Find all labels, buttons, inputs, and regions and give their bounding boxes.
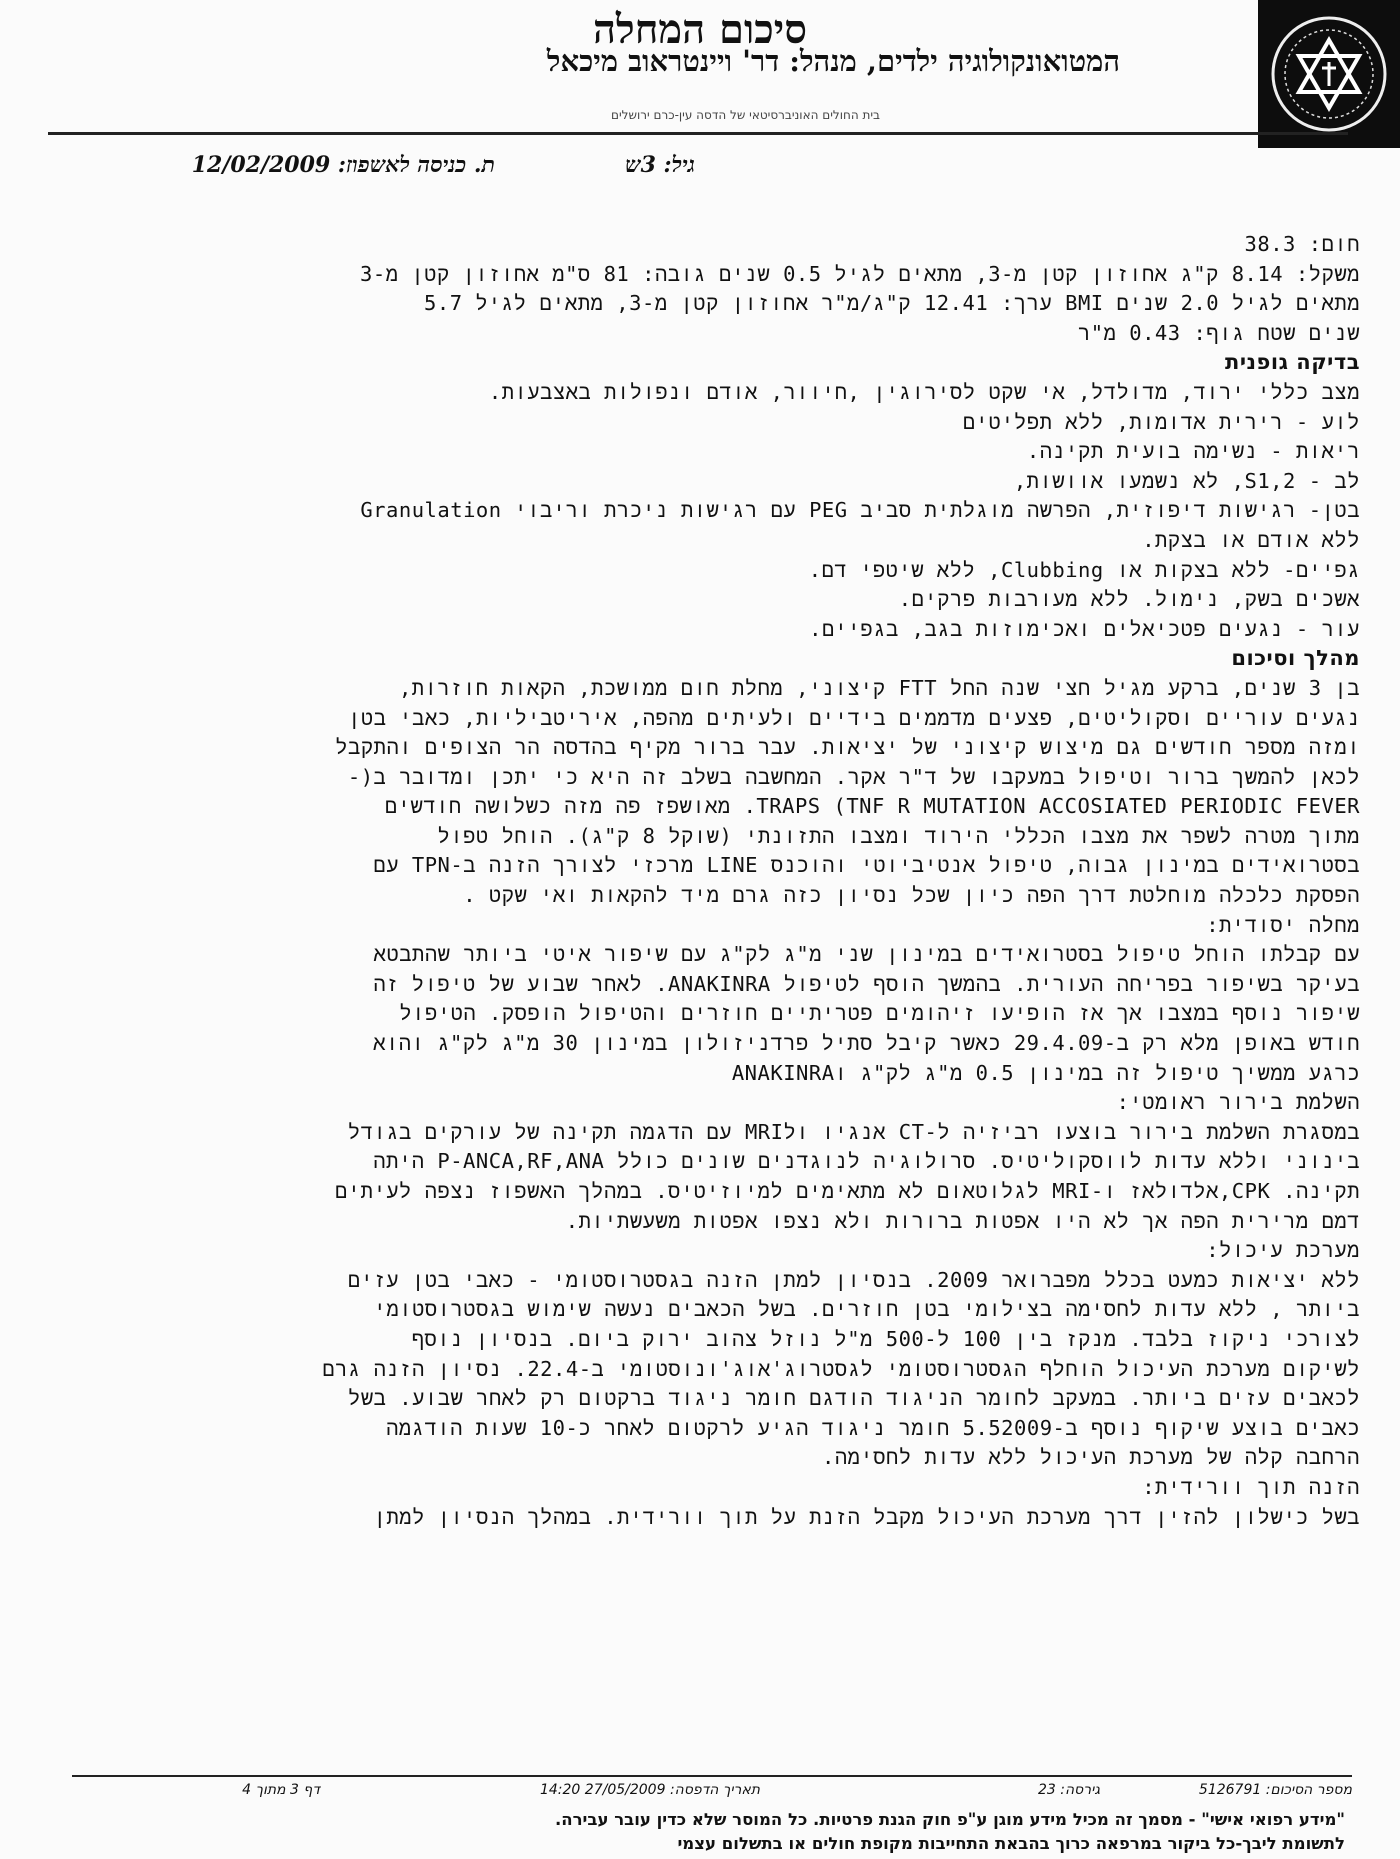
- body-line: ללא יציאות כמעט בכלל מפברואר 2009. בנסיון למתן הזנה בגסטרוסטומי - כאבי בטן עזים: [347, 1267, 1360, 1292]
- body-line: TRAPS (TNF R MUTATION ACCOSIATED PERIODIC FEVER. מאושפז פה מזה כשלושה חודשים: [384, 794, 1360, 819]
- body-line: מתוך מטרה לשפר את מצבו הכללי הירוד ומצבו התזונתי (שוקל 8 ק"ג). הוחל טפול: [437, 823, 1360, 848]
- body-line: משקל: 8.14 ק"ג אחוזון קטן מ-3, מתאים לגיל 0.5 שנים גובה: 81 ס"מ אחוזון קטן מ-3: [360, 261, 1360, 286]
- body-line: במסגרת השלמת בירור בוצעו רביזיה ל-CT אנגיו ולMRI עם הדגמה תקינה של עורקים בגודל: [347, 1119, 1360, 1144]
- body-line: ביותר , ללא עדות לחסימה בצילומי בטן חוזרים. בשל הכאבים נעשה שימוש בגסטרוסטומי: [373, 1297, 1360, 1322]
- body-line: הפסקת כלכלה מוחלטת דרך הפה כיון שכל נסיון כזה גרם מיד להקאות ואי שקט .: [463, 883, 1360, 908]
- body-line: לשיקום מערכת העיכול הוחלף הגסטרוסטומי לגסטרוג'אוג'ונוסטומי ב-22.4. נסיון הזנה גרם: [322, 1356, 1360, 1381]
- body-line: חודש באופן מלא רק ב-29.4.09 כאשר קיבל סתיל פרדניזולון במינון 30 מ"ג לק"ג והוא: [373, 1031, 1360, 1056]
- body-line: בסטרואידים במינון גבוה, טיפול אנטיביוטי והוכנס LINE מרכזי לצורך הזנה ב-TPN עם: [373, 853, 1360, 878]
- body-line: לוע - רירית אדומות, ללא תפליטים: [962, 409, 1360, 434]
- body-line: בשל כישלון להזין דרך מערכת העיכול מקבל הזנת על תוך וורידית. במהלך הנסיון למתן: [373, 1504, 1360, 1529]
- department-subtitle: המטואונקולוגיה ילדים, מנהל: דר' ויינטראוב מיכאל: [546, 44, 1120, 78]
- body-line: לב - S1,2, לא נשמעו אוושות,: [1013, 468, 1360, 493]
- body-line: ריאות - נשימה בועית תקינה.: [1026, 439, 1360, 464]
- header-divider: [48, 132, 1348, 135]
- body-line: לכאבים עזים ביותר. במעקב לחומר הניגוד הודגם חומר ניגוד ברקטום רק לאחר שבוע. בשל: [348, 1386, 1360, 1411]
- body-line: מחלה יסודית:: [1206, 912, 1360, 937]
- body-line: מצב כללי ירוד, מדולדל, אי שקט לסירוגין ,חיוור, אודם ונפולות באצבעות.: [488, 379, 1360, 404]
- body-line: כאבים בוצע שיקוף נוסף ב-5.52009 חומר ניגוד הגיע לרקטום לאחר כ-10 שעות הודגמה: [386, 1415, 1360, 1440]
- body-line: בטן- רגישות דיפוזית, הפרשה מוגלתית סביב PEG עם רגישות ניכרת וריבוי Granulation: [360, 498, 1360, 523]
- body-line: בינוני וללא עדות לווסקוליטיס. סרולוגיה לנוגדנים שונים כולל P-ANCA,RF,ANA היתה: [373, 1149, 1360, 1174]
- body-line: חום: 38.3: [1244, 232, 1360, 256]
- hospital-small-print: בית החולים האוניברסיטאי של הדסה עין-כרם ירושלים: [610, 108, 880, 122]
- body-line: גפיים- ללא בצקות או Clubbing, ללא שיטפי דם.: [808, 557, 1360, 582]
- body-line: לכאן להמשך ברור וטיפול במעקבו של ד"ר אקר. המחשבה בשלב זה היא כי יתכן ומדובר ב(-: [347, 764, 1360, 789]
- body-line: מערכת עיכול:: [1206, 1238, 1360, 1263]
- body-line: הזנה תוך וורידית:: [1142, 1474, 1360, 1499]
- body-line: דמם מרירית הפה אך לא היו אפטות ברורות ולא נצפו אפטות משעשתיות.: [565, 1208, 1360, 1233]
- body-line: מתאים לגיל 2.0 שנים BMI ערך: 12.41 ק"ג/מ"ר אחוזון קטן מ-3, מתאים לגיל 5.7: [424, 291, 1360, 316]
- footer-divider: [72, 1775, 1352, 1777]
- admission-date: [135, 152, 495, 178]
- body-line: עם קבלתו הוחל טיפול בסטרואידים במינון שני מ"ג לק"ג עם שיפור איטי ביותר שהתבטא: [373, 942, 1360, 967]
- age-value: 3ש: [624, 152, 656, 178]
- page-number: דף 3 מתוך 4: [242, 1782, 320, 1798]
- summary-body: [30, 230, 1360, 1532]
- version-number: גירסה: 23: [1037, 1782, 1100, 1798]
- body-line: בן 3 שנים, ברקע מגיל חצי שנה החל FTT קיצוני, מחלת חום ממושכת, הקאות חוזרות,: [398, 675, 1360, 700]
- body-line: כרגע ממשיך טיפול זה במינון 0.5 מ"ג לק"ג וANAKINRA: [731, 1060, 1360, 1085]
- body-line: אשכים בשק, נימול. ללא מעורבות פרקים.: [898, 587, 1360, 612]
- body-line: הרחבה קלה של מערכת העיכול ללא עדות לחסימה.: [821, 1445, 1360, 1470]
- age-label: גיל:: [663, 152, 695, 178]
- privacy-notice: "מידע רפואי אישי" - מסמך זה מכיל מידע מוגן ע"פ חוק הגנת פרטיות. כל המוסר שלא כדין עובר עבירה.: [555, 1810, 1345, 1829]
- body-line: בעיקר בשיפור בפריחה העורית. בהמשך הוסף לטיפול ANAKINRA. לאחר שבוע של טיפול זה: [373, 971, 1360, 996]
- print-date: תאריך הדפסה: 27/05/2009 14:20: [539, 1782, 760, 1798]
- page-title: סיכום המחלה: [592, 6, 808, 53]
- section-header: בדיקה גופנית: [1225, 350, 1360, 375]
- body-line: נגעים עוריים וסקוליטים, פצעים מדממים בידיים ולעיתים מהפה, איריטביליות, כאבי בטן: [348, 705, 1360, 730]
- body-line: לצורכי ניקוז בלבד. מנקז בין 100 ל-500 מ"ל נוזל צהוב ירוק ביום. בנסיון נוסף: [411, 1326, 1360, 1351]
- body-line: שנים שטח גוף: 0.43 מ"ר: [1077, 320, 1360, 345]
- summary-number: מספר הסיכום: 5126791: [1198, 1782, 1352, 1798]
- section-header: מהלך וסיכום: [1231, 646, 1360, 671]
- body-line: ללא אודם או בצקת.: [1142, 527, 1360, 552]
- body-line: השלמת בירור ראומטי:: [1116, 1090, 1360, 1115]
- body-line: שיפור נוסף במצבו אך אז הופיעו זיהומים פטריתיים חוזרים והטיפול הופסק. הטיפול: [399, 1001, 1360, 1026]
- body-line: תקינה. CPK,אלדולאז ו-MRI לגלוטאום לא מתאימים למיוזיטיס. במהלך האשפוז נצפה לעיתים: [335, 1179, 1360, 1203]
- body-line: ומזה מספר חודשים גם מיצוש קיצוני של יציאות. עבר ברור מקיף בהדסה הר הצופים והתקבל: [335, 735, 1360, 760]
- admission-date-label: ת. כניסה לאשפוז:: [337, 152, 495, 178]
- body-line: עור - נגעים פטכיאלים ואכימוזות בגב, בגפיים.: [809, 616, 1360, 641]
- star-of-david-emblem-icon: [1258, 0, 1400, 148]
- patient-age: [575, 152, 695, 178]
- admission-date-value: 12/02/2009: [191, 152, 331, 178]
- clinic-visit-notice: לתשומת ליבך-כל ביקור במרפאה כרוך בהבאת התחייבות מקופת חולים או בתשלום עצמי: [677, 1834, 1345, 1853]
